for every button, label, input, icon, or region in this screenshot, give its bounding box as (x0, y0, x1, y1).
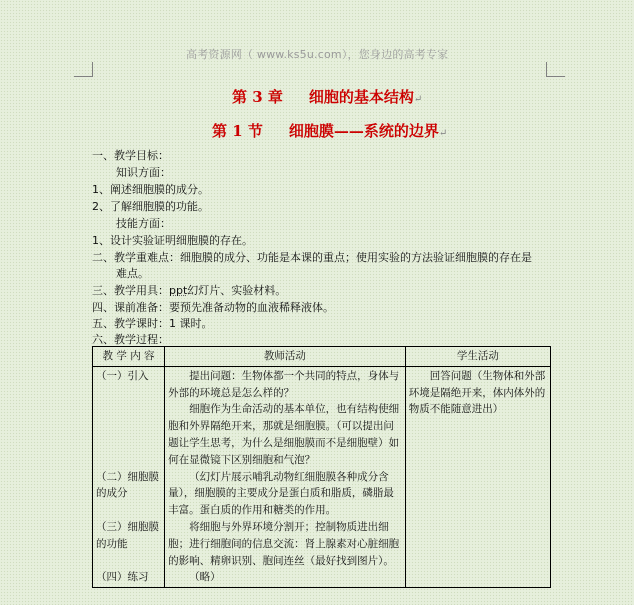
teacher-paragraph: 提出问题：生物体都一个共同的特点，身体与外部的环境总是怎么样的？ (168, 369, 400, 399)
text-line: 技能方面： (116, 217, 171, 230)
crop-mark-top-left (74, 62, 93, 77)
step-intro: （一）引入 (96, 369, 149, 382)
text-line (92, 282, 286, 298)
teacher-paragraph: 细胞作为生命活动的基本单位，也有结构使细胞和外界隔绝开来，那就是细胞膜。（可以提出问题让学生思考，为什么是细胞膜而不是细胞壁）如何在显微镜下区别细胞和气泡？ (168, 403, 400, 466)
step-function: （三）细胞膜的功能 (96, 520, 159, 550)
student-paragraph: 回答问题（生物体和外部环境是隔绝开来，体内体外的物质不能随意进出） (408, 369, 546, 416)
table-row (93, 366, 551, 587)
teacher-paragraph: （幻灯片展示哺乳动物红细胞膜各种成分含量），细胞膜的主要成分是蛋白质和脂质，磷脂最丰富。蛋白质的作用和糖类的作用。 (168, 470, 394, 517)
text-line: 1、设计实验证明细胞膜的存在。 (92, 234, 253, 247)
content-column (93, 366, 165, 587)
text-line: 四、课前准备：要预先准备动物的血液稀释液体。 (92, 301, 334, 314)
header-content: 教 学 内 容 (93, 347, 165, 367)
text-line: 2、了解细胞膜的功能。 (92, 200, 209, 213)
chapter-number: 第 3 章 (232, 88, 283, 106)
step-practice: （四）练习 (96, 571, 149, 584)
section-number: 第 1 节 (212, 122, 263, 140)
ppt-text: ppt (169, 284, 188, 297)
lesson-table (92, 346, 551, 588)
header-student: 学生活动 (405, 347, 550, 367)
step-composition: （二）细胞膜的成分 (96, 470, 159, 500)
header-teacher: 教师活动 (165, 347, 406, 367)
teacher-column (165, 366, 406, 587)
page-header: 高考资源网（ www.ks5u.com），您身边的高考专家 (186, 48, 449, 61)
teacher-paragraph: （略） (189, 571, 221, 584)
teacher-paragraph: 将细胞与外界环境分割开；控制物质进出细胞；进行细胞间的信息交流：肾上腺素对心脏细胞的影响、精卵识别、胞间连丝（最好找到图片）。 (168, 520, 400, 567)
table-header-row (93, 347, 551, 367)
text-line: 一、教学目标： (92, 149, 169, 162)
text-line: 五、教学课时：1 课时。 (92, 317, 213, 330)
crop-mark-top-right (546, 62, 565, 77)
section-name: 细胞膜——系统的边界 (288, 122, 439, 140)
text-line: 二、教学重难点：细胞膜的成分、功能是本课的重点；使用实验的方法验证细胞膜的存在是 (92, 251, 532, 264)
chapter-title: 第 3 章 细胞的基本结构↵ (232, 88, 423, 106)
text-line: 1、阐述细胞膜的成分。 (92, 183, 209, 196)
text-segment: 三、教学用具： (92, 284, 169, 297)
text-line: 知识方面： (116, 166, 171, 179)
student-column (405, 366, 550, 587)
section-title: 第 1 节 细胞膜——系统的边界↵ (212, 122, 448, 140)
text-segment: 幻灯片、实验材料。 (187, 284, 287, 297)
text-line: 难点。 (116, 267, 149, 280)
text-line: 六、教学过程： (92, 333, 169, 346)
chapter-name: 细胞的基本结构 (308, 88, 414, 106)
